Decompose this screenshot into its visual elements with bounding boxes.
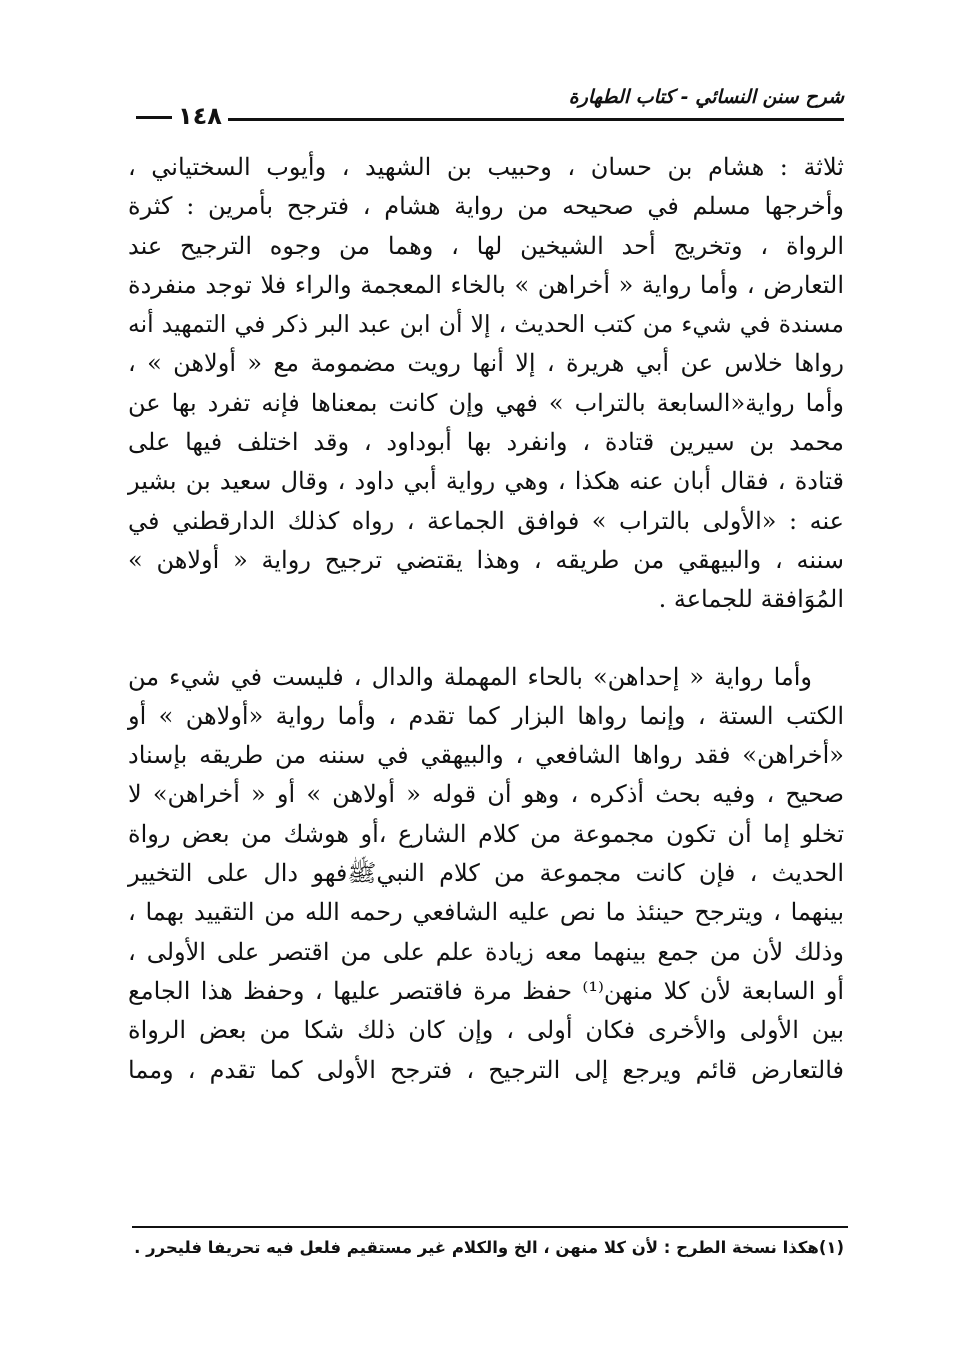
text-line: المُوَافقة للجماعة . [658,585,844,614]
text-line: أو السابعة لأن كلا منهن⁽¹⁾ حفظ مرة فاقتصر عليها ، وحفظ هذا الجامع [128,976,844,1005]
text-line: بينهما ، ويترجح حينئذ ما نص عليه الشافعي رحمه الله من التقييد بهما ، [128,898,844,927]
text-line: رواها خلاس عن أبي هريرة ، إلا أنها رويت مضمومة مع « أولاهن » ، [128,349,844,378]
text-line: تخلو إما أن تكون مجموعة من كلام الشارع ،أو هوشك من بعض رواة [128,819,844,848]
text-line: وذلك لأن من جمع بينهما معه زيادة علم على من اقتصر على الأولى ، [128,937,844,966]
text-line: ثلاثة : هشام بن حسان ، وحبيب بن الشهيد ، وأيوب السختياني ، [128,153,844,181]
text-line: سننه ، والبيهقي من طريقه ، وهذا يقتضي ترجيح رواية « أولاهن » [128,545,844,574]
text-line: وأما رواية « إحداهن» بالحاء المهملة والدال ، فليست في شيء من [128,662,812,691]
text-line: «أخراهن» فقد رواها الشافعي ، والبيهقي في سننه من طريقه بإسناد [128,741,844,770]
text-line: محمد بن سيرين قتادة ، وانفرد بها أبوداود ، وقد اختلف فيها على [128,428,844,457]
text-line: الحديث ، فإن كانت مجموعة من كلام النبيﷺفهو دال على التخيير [128,859,844,888]
text-line: وأخرجها مسلم في صحيحه من رواية هشام ، فترجح بأمرين : كثرة [128,192,844,221]
text-line: عنه : «الأولى بالتراب » فوافق الجماعة ، رواه كذلك الدارقطني في [128,506,844,535]
footnote-rule [132,1226,848,1228]
paragraph-gap [128,620,844,658]
main-text [128,148,844,1090]
book-title: شرح سنن النسائي - كتاب الطهارة [568,86,844,108]
text-line: فالتعارض قائم ويرجع إلى الترجيح ، فترجح الأولى كما تقدم ، ومما [128,1055,844,1084]
text-line: الكتب الستة ، وإنما رواها البزار كما تقدم ، وأما رواية «أولاهن » أو [128,701,844,730]
text-line: الرواة ، وتخريج أحد الشيخين لها ، وهما من وجوه الترجيح عند [128,231,844,260]
text-line: قتادة ، فقال أبان عنه هكذا ، وهي رواية أبي داود ، وقال سعيد بن بشير [128,467,844,496]
paragraph-2 [128,658,844,1090]
text-line: التعارض ، وأما رواية « أخراهن » بالخاء المعجمة والراء فلا توجد منفردة [128,270,844,299]
text-line: وأما رواية«السابعة بالتراب » فهي وإن كانت بمعناها فإنه تفرد بها عن [128,388,844,417]
header-rule [128,118,844,121]
footnote: (١)هكذا نسخة الطرح : لأن كلا منهن ، الخ والكلام غير مستقيم فلعل فيه تحريفا فليحرر . [134,1238,844,1257]
text-line: صحيح ، وفيه بحث أذكره ، وهو أن قوله « أولاهن » أو « أخراهن» لا [128,780,844,809]
running-header [128,72,844,132]
page-number: ١٤٨ [128,102,228,130]
text-line: مسندة في شيء من كتب الحديث ، إلا أن ابن عبد البر ذكر في التمهيد أنه [128,310,844,339]
text-line: بين الأولى والأخرى فكان أولى ، وإن كان ذلك شكا من بعض الرواة [128,1016,844,1045]
paragraph-1 [128,148,844,620]
